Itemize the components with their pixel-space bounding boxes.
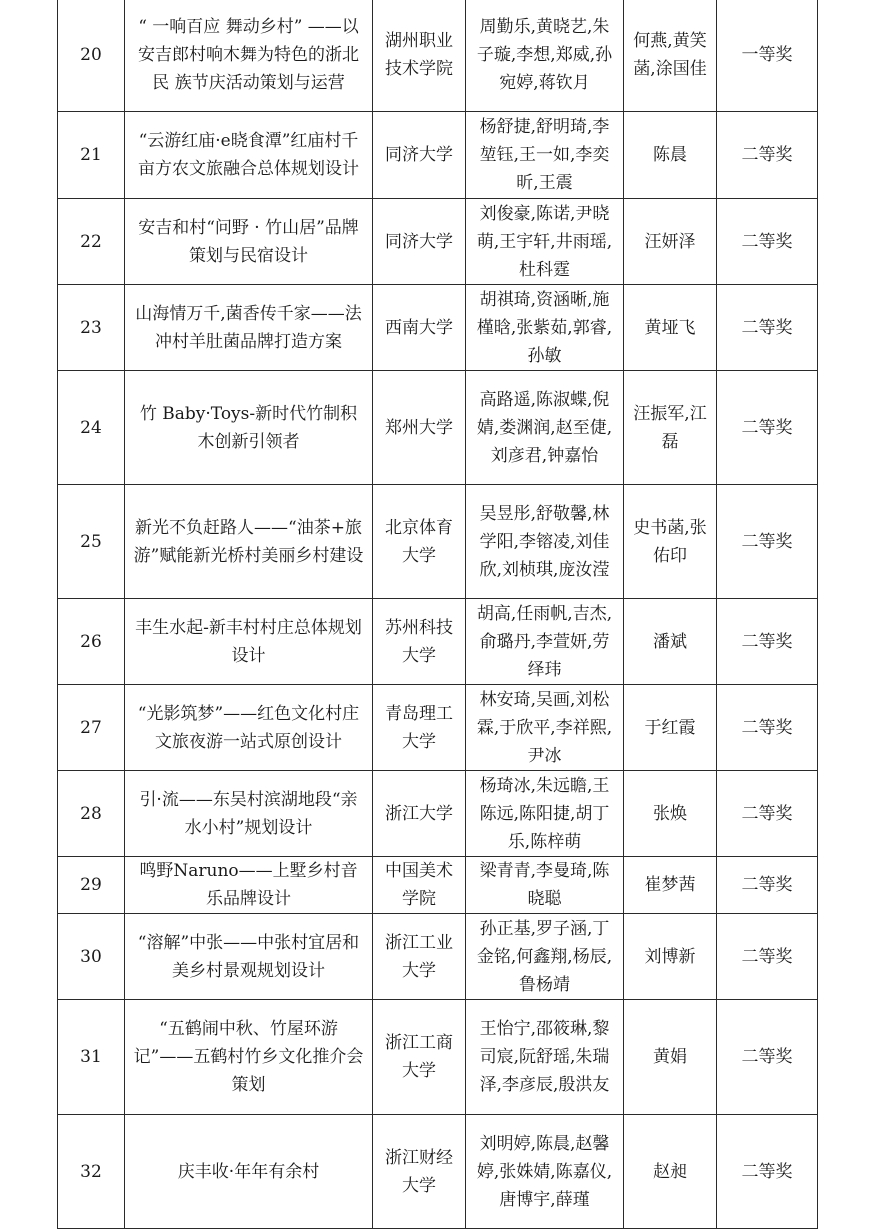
row-number: 32 (58, 1115, 125, 1229)
project-title: 丰生水起-新丰村村庄总体规划设计 (125, 599, 373, 685)
award-level: 二等奖 (717, 285, 818, 371)
team-members: 孙正基,罗子涵,丁金铭,何鑫翔,杨辰,鲁杨靖 (466, 914, 624, 1000)
advisor-name: 黄垭飞 (624, 285, 717, 371)
award-table (57, 0, 818, 1229)
row-number: 21 (58, 112, 125, 199)
project-title: “五鹤闹中秋、竹屋环游记”——五鹤村竹乡文化推介会策划 (125, 1000, 373, 1115)
team-members: 王怡宁,邵筱琳,黎司宸,阮舒瑶,朱瑞泽,李彦辰,殷洪友 (466, 1000, 624, 1115)
table-row (58, 371, 818, 485)
award-level: 二等奖 (717, 771, 818, 857)
advisor-name: 崔梦茜 (624, 857, 717, 914)
school-name: 西南大学 (373, 285, 466, 371)
row-number: 28 (58, 771, 125, 857)
school-name: 浙江工商大学 (373, 1000, 466, 1115)
project-title: 安吉和村“问野 · 竹山居”品牌策划与民宿设计 (125, 199, 373, 285)
table-row (58, 685, 818, 771)
table-row (58, 199, 818, 285)
team-members: 刘明婷,陈晨,赵馨婷,张姝婧,陈嘉仪,唐博宇,薛瑾 (466, 1115, 624, 1229)
school-name: 同济大学 (373, 112, 466, 199)
school-name: 青岛理工大学 (373, 685, 466, 771)
school-name: 同济大学 (373, 199, 466, 285)
school-name: 郑州大学 (373, 371, 466, 485)
table-row (58, 599, 818, 685)
advisor-name: 潘斌 (624, 599, 717, 685)
advisor-name: 赵昶 (624, 1115, 717, 1229)
row-number: 26 (58, 599, 125, 685)
team-members: 林安琦,吴画,刘松霖,于欣平,李祥熙,尹冰 (466, 685, 624, 771)
school-name: 中国美术学院 (373, 857, 466, 914)
school-name: 浙江财经大学 (373, 1115, 466, 1229)
table-row (58, 857, 818, 914)
row-number: 31 (58, 1000, 125, 1115)
project-title: 引·流——东吴村滨湖地段“亲水小村”规划设计 (125, 771, 373, 857)
school-name: 北京体育大学 (373, 485, 466, 599)
award-level: 二等奖 (717, 371, 818, 485)
project-title: 鸣野Naruno——上墅乡村音乐品牌设计 (125, 857, 373, 914)
award-level: 二等奖 (717, 857, 818, 914)
advisor-name: 汪妍泽 (624, 199, 717, 285)
advisor-name: 刘博新 (624, 914, 717, 1000)
row-number: 23 (58, 285, 125, 371)
row-number: 30 (58, 914, 125, 1000)
award-level: 二等奖 (717, 199, 818, 285)
advisor-name: 于红霞 (624, 685, 717, 771)
team-members: 胡祺琦,资涵晰,施槿晗,张紫茹,郭睿,孙敏 (466, 285, 624, 371)
row-number: 24 (58, 371, 125, 485)
row-number: 29 (58, 857, 125, 914)
school-name: 湖州职业技术学院 (373, 0, 466, 112)
table-row (58, 1000, 818, 1115)
award-level: 二等奖 (717, 685, 818, 771)
project-title: 竹 Baby·Toys-新时代竹制积木创新引领者 (125, 371, 373, 485)
advisor-name: 陈晨 (624, 112, 717, 199)
table-row (58, 112, 818, 199)
award-level: 二等奖 (717, 485, 818, 599)
advisor-name: 汪振军,江磊 (624, 371, 717, 485)
table-row (58, 0, 818, 112)
award-level: 二等奖 (717, 1115, 818, 1229)
table-row (58, 1115, 818, 1229)
advisor-name: 张焕 (624, 771, 717, 857)
school-name: 浙江工业大学 (373, 914, 466, 1000)
advisor-name: 史书菡,张佑印 (624, 485, 717, 599)
project-title: 新光不负赶路人——“油茶+旅游”赋能新光桥村美丽乡村建设 (125, 485, 373, 599)
team-members: 杨琦冰,朱远瞻,王陈远,陈阳捷,胡丁乐,陈梓萌 (466, 771, 624, 857)
table-row (58, 285, 818, 371)
team-members: 吴昱彤,舒敬馨,林学阳,李镕凌,刘佳欣,刘桢琪,庞汝滢 (466, 485, 624, 599)
award-level: 二等奖 (717, 599, 818, 685)
team-members: 周勤乐,黄晓艺,朱子璇,李想,郑威,孙宛婷,蒋钦月 (466, 0, 624, 112)
school-name: 苏州科技大学 (373, 599, 466, 685)
advisor-name: 何燕,黄笑菡,涂国佳 (624, 0, 717, 112)
project-title: “ 一响百应 舞动乡村” ——以安吉郎村响木舞为特色的浙北民 族节庆活动策划与运营 (125, 0, 373, 112)
team-members: 杨舒捷,舒明琦,李堃钰,王一如,李奕昕,王震 (466, 112, 624, 199)
row-number: 22 (58, 199, 125, 285)
project-title: 山海情万千,菌香传千家——法冲村羊肚菌品牌打造方案 (125, 285, 373, 371)
row-number: 20 (58, 0, 125, 112)
award-table-body (58, 0, 818, 1229)
team-members: 梁青青,李曼琦,陈晓聪 (466, 857, 624, 914)
project-title: “光影筑梦”——红色文化村庄文旅夜游一站式原创设计 (125, 685, 373, 771)
team-members: 高路遥,陈淑蝶,倪婧,娄渊润,赵至倢,刘彦君,钟嘉怡 (466, 371, 624, 485)
project-title: “云游红庙·e晓食潭”红庙村千亩方农文旅融合总体规划设计 (125, 112, 373, 199)
team-members: 胡高,任雨帆,吉杰,俞璐丹,李萱妍,劳绎玮 (466, 599, 624, 685)
advisor-name: 黄娟 (624, 1000, 717, 1115)
school-name: 浙江大学 (373, 771, 466, 857)
award-level: 一等奖 (717, 0, 818, 112)
row-number: 25 (58, 485, 125, 599)
table-row (58, 914, 818, 1000)
team-members: 刘俊豪,陈诺,尹晓萌,王宇轩,井雨瑶,杜科霆 (466, 199, 624, 285)
table-row (58, 485, 818, 599)
award-level: 二等奖 (717, 914, 818, 1000)
row-number: 27 (58, 685, 125, 771)
project-title: 庆丰收·年年有余村 (125, 1115, 373, 1229)
award-level: 二等奖 (717, 112, 818, 199)
table-row (58, 771, 818, 857)
project-title: “溶解”中张——中张村宜居和美乡村景观规划设计 (125, 914, 373, 1000)
award-level: 二等奖 (717, 1000, 818, 1115)
